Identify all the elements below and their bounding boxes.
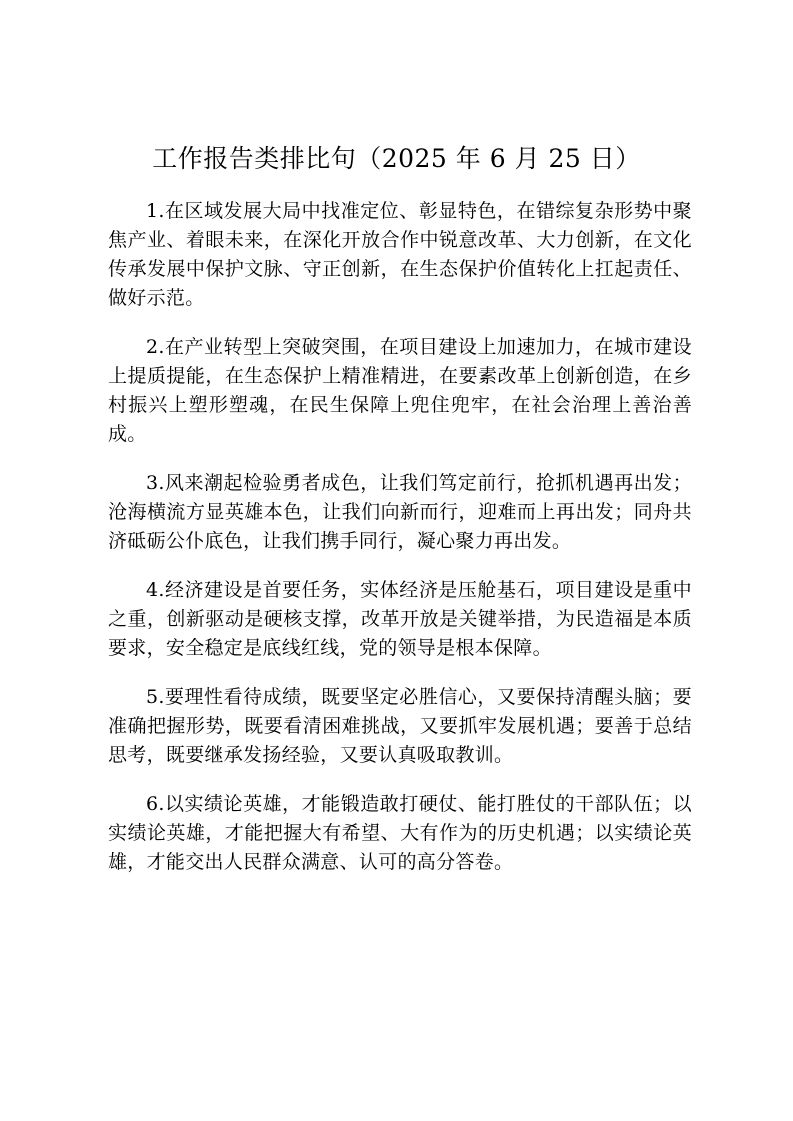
paragraph-3: 3.风来潮起检验勇者成色，让我们笃定前行，抢抓机遇再出发；沧海横流方显英雄本色，让我们向新而行，迎难而上再出发；同舟共济砥砺公仆底色，让我们携手同行，凝心聚力再出发。 [108,472,692,552]
paragraph-6: 6.以实绩论英雄，才能锻造敢打硬仗、能打胜仗的干部队伍；以实绩论英雄，才能把握大有希望、大有作为的历史机遇；以实绩论英雄，才能交出人民群众满意、认可的高分答卷。 [108,793,692,873]
paragraph-5: 5.要理性看待成绩，既要坚定必胜信心，又要保持清醒头脑；要准确把握形势，既要看清困难挑战，又要抓牢发展机遇；要善于总结思考，既要继承发扬经验，又要认真吸取教训。 [108,686,692,766]
paragraph-4: 4.经济建设是首要任务，实体经济是压舱基石，项目建设是重中之重，创新驱动是硬核支撑，改革开放是关键举措，为民造福是本质要求，安全稳定是底线红线，党的领导是根本保障。 [108,579,692,659]
paragraph-1: 1.在区域发展大局中找准定位、彰显特色，在错综复杂形势中聚焦产业、着眼未来，在深化开放合作中锐意改革、大力创新，在文化传承发展中保护文脉、守正创新，在生态保护价值转化上扛起责任、做好示范。 [108,200,692,309]
paragraph-2: 2.在产业转型上突破突围，在项目建设上加速加力，在城市建设上提质提能，在生态保护上精准精进，在要素改革上创新创造，在乡村振兴上塑形塑魂，在民生保障上兜住兜牢，在社会治理上善治善成。 [108,336,692,445]
document-title: 工作报告类排比句（2025 年 6 月 25 日） [152,144,641,173]
document-body [108,197,692,897]
